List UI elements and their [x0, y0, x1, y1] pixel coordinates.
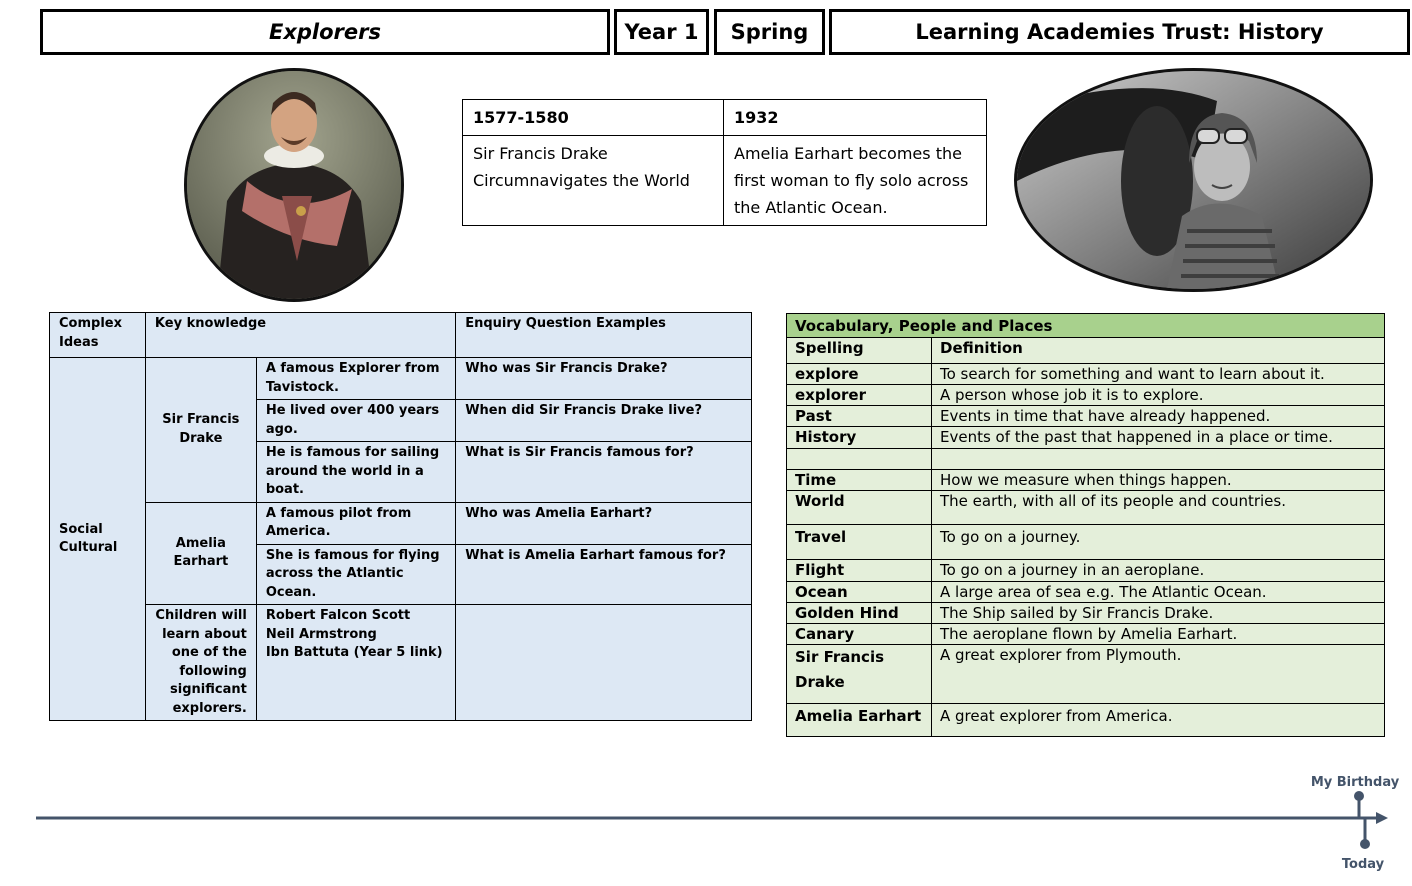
- topic-title-box: [40, 9, 610, 55]
- vocabulary-title: Vocabulary, People and Places: [787, 314, 1385, 338]
- explorer-name-cell: Amelia Earhart: [145, 502, 256, 605]
- trust-label: Learning Academies Trust: History: [915, 20, 1324, 44]
- today-label: Today: [1341, 857, 1385, 872]
- personal-timeline: [0, 765, 1412, 886]
- vocabulary-row: [787, 364, 1385, 385]
- question-cell: What is Sir Francis famous for?: [456, 442, 752, 503]
- vocab-word: [787, 449, 932, 470]
- key-dates-event-row: [463, 136, 987, 226]
- explorer-list-cell: [256, 605, 455, 721]
- question-cell: Who was Amelia Earhart?: [456, 502, 752, 544]
- birthday-label: My Birthday: [1310, 775, 1400, 790]
- explorer-list-item: Neil Armstrong: [265, 626, 377, 642]
- vocab-definition: To go on a journey in an aeroplane.: [932, 560, 1385, 582]
- date-cell: 1577-1580: [463, 100, 724, 136]
- fact-cell: She is famous for flying across the Atlantic Ocean.: [256, 544, 455, 605]
- date-cell: 1932: [724, 100, 987, 136]
- fact-cell: A famous Explorer from Tavistock.: [256, 358, 455, 400]
- timeline-arrowhead: [1376, 812, 1388, 824]
- vocabulary-row: [787, 582, 1385, 603]
- vocabulary-row: [787, 603, 1385, 624]
- knowledge-row: [50, 502, 752, 544]
- fact-cell: He lived over 400 years ago.: [256, 400, 455, 442]
- fact-cell: He is famous for sailing around the world in a boat.: [256, 442, 455, 503]
- children-learn-cell: Children will learn about one of the following significant explorers.: [145, 605, 256, 721]
- vocab-definition: To search for something and want to learn about it.: [932, 364, 1385, 385]
- vocabulary-row: [787, 449, 1385, 470]
- vocabulary-row: [787, 560, 1385, 582]
- birthday-marker: [1354, 791, 1364, 801]
- trust-box: [829, 9, 1410, 55]
- explorer-name-cell: Sir Francis Drake: [145, 358, 256, 503]
- knowledge-header-row: [50, 313, 752, 358]
- key-knowledge-header: Key knowledge: [145, 313, 455, 358]
- vocab-definition: The earth, with all of its people and countries.: [932, 491, 1385, 525]
- explorer-list-item: Ibn Battuta (Year 5 link): [265, 645, 443, 660]
- vocab-word: Sir Francis Drake: [787, 645, 932, 704]
- complex-ideas-header: Complex Ideas: [50, 313, 146, 358]
- vocab-definition: A large area of sea e.g. The Atlantic Ocean.: [932, 582, 1385, 603]
- spelling-header: Spelling: [787, 338, 932, 364]
- key-dates-table: [462, 99, 987, 226]
- vocab-word: Canary: [787, 624, 932, 645]
- vocab-word: explorer: [787, 385, 932, 406]
- explorer-list-item: Robert Falcon Scott: [265, 608, 411, 623]
- knowledge-row: [50, 605, 752, 721]
- vocab-word: Past: [787, 406, 932, 427]
- question-cell: Who was Sir Francis Drake?: [456, 358, 752, 400]
- topic-title: Explorers: [268, 20, 381, 44]
- earhart-portrait-image: [1014, 68, 1373, 292]
- year-box: [614, 9, 709, 55]
- question-cell: [456, 605, 752, 721]
- vocab-definition: The aeroplane flown by Amelia Earhart.: [932, 624, 1385, 645]
- vocabulary-row: [787, 525, 1385, 560]
- vocab-word: Travel: [787, 525, 932, 560]
- key-knowledge-table: [49, 312, 752, 721]
- vocab-word: Golden Hind: [787, 603, 932, 624]
- vocabulary-row: [787, 624, 1385, 645]
- season-box: [714, 9, 825, 55]
- vocab-definition: [932, 449, 1385, 470]
- fact-cell: A famous pilot from America.: [256, 502, 455, 544]
- key-dates-header-row: [463, 100, 987, 136]
- vocab-definition: The Ship sailed by Sir Francis Drake.: [932, 603, 1385, 624]
- vocab-definition: How we measure when things happen.: [932, 470, 1385, 491]
- vocab-word: explore: [787, 364, 932, 385]
- vocabulary-row: [787, 491, 1385, 525]
- enquiry-questions-header: Enquiry Question Examples: [456, 313, 752, 358]
- vocab-definition: Events of the past that happened in a place or time.: [932, 427, 1385, 449]
- vocabulary-table: [786, 313, 1385, 737]
- vocab-definition: A great explorer from America.: [932, 704, 1385, 737]
- vocab-word: Ocean: [787, 582, 932, 603]
- vocabulary-title-row: [787, 314, 1385, 338]
- event-cell: Sir Francis Drake Circumnavigates the World: [463, 136, 724, 226]
- event-cell: Amelia Earhart becomes the first woman to fly solo across the Atlantic Ocean.: [724, 136, 987, 226]
- knowledge-row: [50, 358, 752, 400]
- vocab-word: Amelia Earhart: [787, 704, 932, 737]
- vocabulary-row: [787, 427, 1385, 449]
- season-label: Spring: [730, 20, 809, 44]
- vocabulary-row: [787, 470, 1385, 491]
- question-cell: When did Sir Francis Drake live?: [456, 400, 752, 442]
- vocab-definition: To go on a journey.: [932, 525, 1385, 560]
- vocabulary-header-row: [787, 338, 1385, 364]
- vocab-word: Flight: [787, 560, 932, 582]
- vocab-definition: Events in time that have already happened.: [932, 406, 1385, 427]
- today-marker: [1360, 839, 1370, 849]
- vocab-definition: A great explorer from Plymouth.: [932, 645, 1385, 704]
- vocab-definition: A person whose job it is to explore.: [932, 385, 1385, 406]
- vocabulary-row: [787, 704, 1385, 737]
- vocabulary-row: [787, 385, 1385, 406]
- vocabulary-row: [787, 406, 1385, 427]
- vocab-word: World: [787, 491, 932, 525]
- vocabulary-row: [787, 645, 1385, 704]
- complex-idea-cell: Social Cultural: [50, 358, 146, 721]
- year-label: Year 1: [624, 20, 699, 44]
- drake-portrait-image: [184, 68, 404, 302]
- question-cell: What is Amelia Earhart famous for?: [456, 544, 752, 605]
- vocab-word: History: [787, 427, 932, 449]
- definition-header: Definition: [932, 338, 1385, 364]
- vocab-word: Time: [787, 470, 932, 491]
